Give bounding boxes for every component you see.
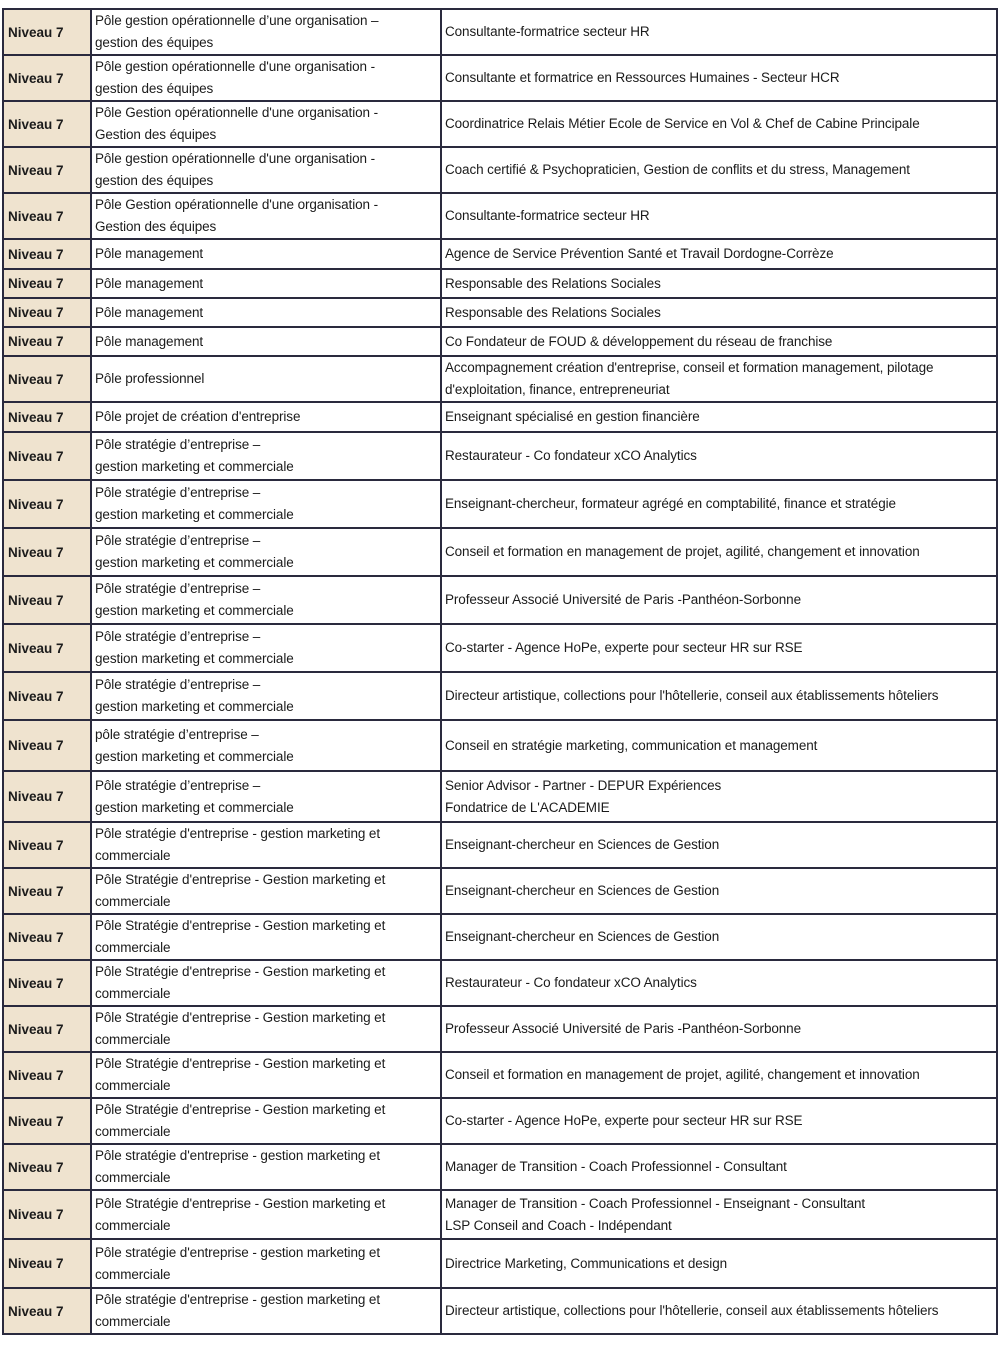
role-cell: Enseignant-chercheur, formateur agrégé en comptabilité, finance et stratégie (441, 480, 997, 528)
pole-cell: Pôle stratégie d'entreprise - gestion marketing et commerciale (91, 1239, 441, 1288)
level-cell: Niveau 7 (3, 1190, 91, 1239)
pole-cell: Pôle management (91, 239, 441, 269)
pole-cell: Pôle stratégie d’entreprise – gestion marketing et commerciale (91, 771, 441, 822)
table-row (3, 1239, 997, 1288)
pole-cell: Pôle gestion opérationnelle d'une organisation - gestion des équipes (91, 55, 441, 101)
role-cell: Enseignant-chercheur en Sciences de Gestion (441, 868, 997, 914)
table-row (3, 914, 997, 960)
pole-cell: Pôle Stratégie d'entreprise - Gestion marketing et commerciale (91, 960, 441, 1006)
role-cell: Coach certifié & Psychopraticien, Gestion de conflits et du stress, Management (441, 147, 997, 193)
pole-cell: Pôle Gestion opérationnelle d'une organisation - Gestion des équipes (91, 193, 441, 239)
table-row (3, 9, 997, 55)
role-cell: Restaurateur - Co fondateur xCO Analytics (441, 432, 997, 480)
role-cell: Manager de Transition - Coach Professionnel - Consultant (441, 1144, 997, 1190)
role-cell: Responsable des Relations Sociales (441, 298, 997, 327)
level-cell: Niveau 7 (3, 327, 91, 356)
role-cell: Directrice Marketing, Communications et design (441, 1239, 997, 1288)
role-cell: Conseil et formation en management de projet, agilité, changement et innovation (441, 528, 997, 576)
table-row (3, 269, 997, 298)
role-cell: Professeur Associé Université de Paris -Panthéon-Sorbonne (441, 576, 997, 624)
pole-cell: Pôle gestion opérationnelle d’une organisation – gestion des équipes (91, 9, 441, 55)
table-row (3, 960, 997, 1006)
level-cell: Niveau 7 (3, 239, 91, 269)
level-cell: Niveau 7 (3, 1052, 91, 1098)
level-cell: Niveau 7 (3, 1288, 91, 1334)
level-cell: Niveau 7 (3, 1239, 91, 1288)
table-row (3, 1052, 997, 1098)
table-row (3, 576, 997, 624)
level-cell: Niveau 7 (3, 672, 91, 720)
level-cell: Niveau 7 (3, 402, 91, 432)
role-cell: Directeur artistique, collections pour l'hôtellerie, conseil aux établissements hôteliers (441, 1288, 997, 1334)
role-cell: Agence de Service Prévention Santé et Travail Dordogne-Corrèze (441, 239, 997, 269)
role-cell: Manager de Transition - Coach Professionnel - Enseignant - Consultant LSP Conseil and Coach - Indépendant (441, 1190, 997, 1239)
level-cell: Niveau 7 (3, 1006, 91, 1052)
level-cell: Niveau 7 (3, 624, 91, 672)
level-cell: Niveau 7 (3, 101, 91, 147)
role-cell: Consultante-formatrice secteur HR (441, 193, 997, 239)
table-row (3, 101, 997, 147)
table-row (3, 480, 997, 528)
level-cell: Niveau 7 (3, 432, 91, 480)
table-row (3, 432, 997, 480)
role-cell: Conseil en stratégie marketing, communication et management (441, 720, 997, 771)
role-cell: Consultante et formatrice en Ressources Humaines - Secteur HCR (441, 55, 997, 101)
level-cell: Niveau 7 (3, 771, 91, 822)
pole-cell: Pôle stratégie d’entreprise – gestion marketing et commerciale (91, 432, 441, 480)
table-row (3, 720, 997, 771)
pole-cell: Pôle professionnel (91, 356, 441, 402)
table-row (3, 672, 997, 720)
pole-cell: Pôle stratégie d'entreprise - gestion marketing et commerciale (91, 822, 441, 868)
pole-cell: Pôle management (91, 298, 441, 327)
pole-cell: Pôle Stratégie d'entreprise - Gestion marketing et commerciale (91, 914, 441, 960)
role-cell: Conseil et formation en management de projet, agilité, changement et innovation (441, 1052, 997, 1098)
level-cell: Niveau 7 (3, 55, 91, 101)
level-cell: Niveau 7 (3, 356, 91, 402)
level-cell: Niveau 7 (3, 528, 91, 576)
level-cell: Niveau 7 (3, 720, 91, 771)
level-cell: Niveau 7 (3, 868, 91, 914)
role-cell: Enseignant-chercheur en Sciences de Gestion (441, 914, 997, 960)
table-row (3, 55, 997, 101)
pole-cell: Pôle stratégie d’entreprise – gestion marketing et commerciale (91, 624, 441, 672)
table-row (3, 822, 997, 868)
table-row (3, 624, 997, 672)
table-row (3, 1006, 997, 1052)
level-cell: Niveau 7 (3, 193, 91, 239)
level-cell: Niveau 7 (3, 1098, 91, 1144)
pole-cell: Pôle Stratégie d'entreprise - Gestion marketing et commerciale (91, 868, 441, 914)
level-cell: Niveau 7 (3, 914, 91, 960)
level-cell: Niveau 7 (3, 1144, 91, 1190)
table-body (3, 9, 997, 1334)
table-row (3, 1288, 997, 1334)
level-cell: Niveau 7 (3, 269, 91, 298)
pole-cell: Pôle stratégie d’entreprise – gestion marketing et commerciale (91, 672, 441, 720)
role-cell: Professeur Associé Université de Paris -Panthéon-Sorbonne (441, 1006, 997, 1052)
table-row (3, 193, 997, 239)
table-row (3, 1144, 997, 1190)
pole-cell: Pôle stratégie d'entreprise - gestion marketing et commerciale (91, 1288, 441, 1334)
role-cell: Senior Advisor - Partner - DEPUR Expériences Fondatrice de L'ACADEMIE (441, 771, 997, 822)
role-cell: Restaurateur - Co fondateur xCO Analytics (441, 960, 997, 1006)
table-row (3, 1190, 997, 1239)
pole-cell: Pôle Gestion opérationnelle d'une organisation - Gestion des équipes (91, 101, 441, 147)
level-cell: Niveau 7 (3, 822, 91, 868)
role-cell: Enseignant spécialisé en gestion financière (441, 402, 997, 432)
table-row (3, 1098, 997, 1144)
pole-cell: Pôle Stratégie d'entreprise - Gestion marketing et commerciale (91, 1052, 441, 1098)
role-cell: Co Fondateur de FOUD & développement du réseau de franchise (441, 327, 997, 356)
table-row (3, 528, 997, 576)
role-cell: Consultante-formatrice secteur HR (441, 9, 997, 55)
pole-cell: Pôle stratégie d’entreprise – gestion marketing et commerciale (91, 576, 441, 624)
level-cell: Niveau 7 (3, 298, 91, 327)
level-cell: Niveau 7 (3, 960, 91, 1006)
level-cell: Niveau 7 (3, 576, 91, 624)
table-row (3, 298, 997, 327)
role-cell: Co-starter - Agence HoPe, experte pour secteur HR sur RSE (441, 1098, 997, 1144)
pole-cell: Pôle projet de création d'entreprise (91, 402, 441, 432)
table-row (3, 239, 997, 269)
level-cell: Niveau 7 (3, 9, 91, 55)
pole-cell: pôle stratégie d’entreprise – gestion marketing et commerciale (91, 720, 441, 771)
pole-cell: Pôle stratégie d’entreprise – gestion marketing et commerciale (91, 528, 441, 576)
table-row (3, 402, 997, 432)
role-cell: Responsable des Relations Sociales (441, 269, 997, 298)
role-cell: Coordinatrice Relais Métier Ecole de Service en Vol & Chef de Cabine Principale (441, 101, 997, 147)
pole-cell: Pôle Stratégie d'entreprise - Gestion marketing et commerciale (91, 1190, 441, 1239)
pole-cell: Pôle management (91, 327, 441, 356)
table-row (3, 771, 997, 822)
pole-cell: Pôle management (91, 269, 441, 298)
table-row (3, 327, 997, 356)
pole-cell: Pôle stratégie d'entreprise - gestion marketing et commerciale (91, 1144, 441, 1190)
role-cell: Directeur artistique, collections pour l'hôtellerie, conseil aux établissements hôteliers (441, 672, 997, 720)
table-row (3, 868, 997, 914)
pole-cell: Pôle stratégie d’entreprise – gestion marketing et commerciale (91, 480, 441, 528)
table-row (3, 147, 997, 193)
pole-cell: Pôle gestion opérationnelle d'une organisation - gestion des équipes (91, 147, 441, 193)
pole-cell: Pôle Stratégie d'entreprise - Gestion marketing et commerciale (91, 1098, 441, 1144)
level-cell: Niveau 7 (3, 147, 91, 193)
pole-cell: Pôle Stratégie d'entreprise - Gestion marketing et commerciale (91, 1006, 441, 1052)
level-cell: Niveau 7 (3, 480, 91, 528)
role-cell: Co-starter - Agence HoPe, experte pour secteur HR sur RSE (441, 624, 997, 672)
role-cell: Enseignant-chercheur en Sciences de Gestion (441, 822, 997, 868)
role-cell: Accompagnement création d'entreprise, conseil et formation management, pilotage d'exploitation, finance, entrepreneuriat (441, 356, 997, 402)
table-row (3, 356, 997, 402)
experts-table (2, 8, 998, 1335)
